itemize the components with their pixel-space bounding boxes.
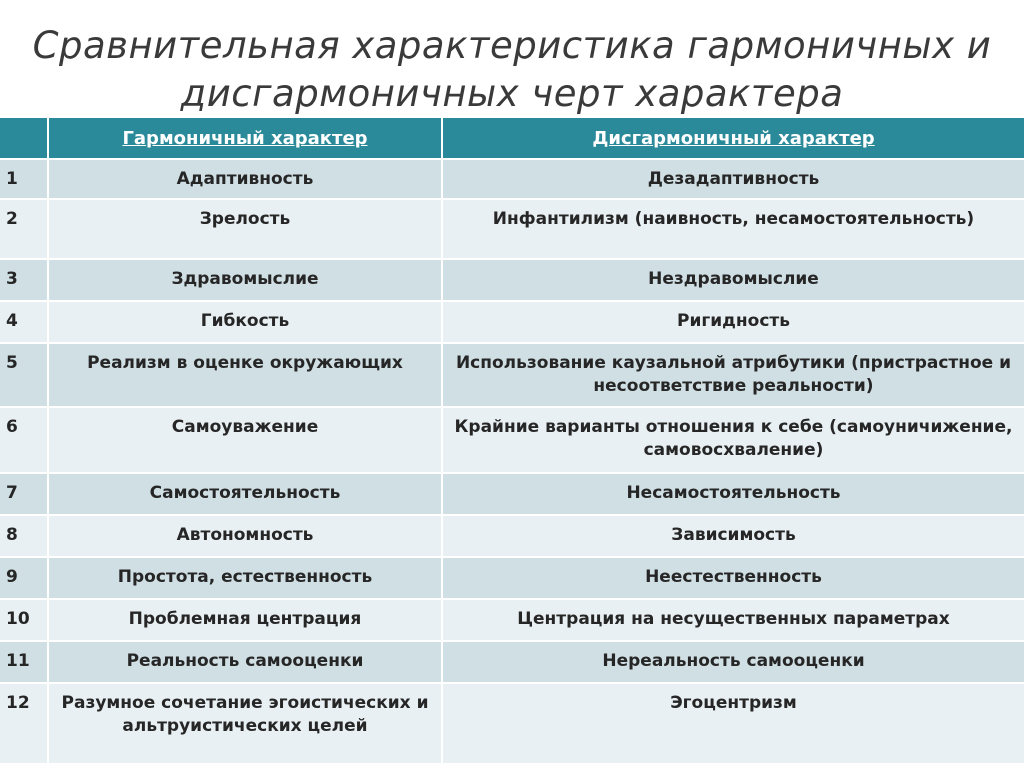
row-number: 1 [0, 159, 48, 199]
table-row [0, 473, 1024, 515]
harmonic-trait: Автономность [48, 515, 442, 557]
row-number: 2 [0, 199, 48, 259]
disharmonic-trait: Неестественность [442, 557, 1024, 599]
harmonic-trait: Самоуважение [48, 407, 442, 473]
disharmonic-trait: Зависимость [442, 515, 1024, 557]
table-row [0, 343, 1024, 407]
header-number [0, 118, 48, 159]
comparison-table [0, 118, 1024, 763]
harmonic-trait: Проблемная центрация [48, 599, 442, 641]
disharmonic-trait: Инфантилизм (наивность, несамостоятельность) [442, 199, 1024, 259]
disharmonic-trait: Использование каузальной атрибутики (пристрастное и несоответствие реальности) [442, 343, 1024, 407]
harmonic-trait: Самостоятельность [48, 473, 442, 515]
title-line-1: Сравнительная характеристика гармоничных и [32, 24, 992, 67]
table-row [0, 557, 1024, 599]
harmonic-trait: Адаптивность [48, 159, 442, 199]
table-row [0, 599, 1024, 641]
page-title [0, 0, 1024, 118]
title-area [0, 0, 1024, 118]
disharmonic-trait: Крайние варианты отношения к себе (самоуничижение, самовосхваление) [442, 407, 1024, 473]
table-row [0, 641, 1024, 683]
row-number: 6 [0, 407, 48, 473]
row-number: 8 [0, 515, 48, 557]
row-number: 10 [0, 599, 48, 641]
disharmonic-trait: Несамостоятельность [442, 473, 1024, 515]
disharmonic-trait: Нереальность самооценки [442, 641, 1024, 683]
header-harmonic: Гармоничный характер [48, 118, 442, 159]
harmonic-trait: Реализм в оценке окружающих [48, 343, 442, 407]
row-number: 11 [0, 641, 48, 683]
harmonic-trait: Простота, естественность [48, 557, 442, 599]
row-number: 5 [0, 343, 48, 407]
table-row [0, 407, 1024, 473]
title-line-2: дисгармоничных черт характера [180, 72, 844, 115]
row-number: 7 [0, 473, 48, 515]
harmonic-trait: Зрелость [48, 199, 442, 259]
header-disharmonic: Дисгармоничный характер [442, 118, 1024, 159]
table-row [0, 199, 1024, 259]
disharmonic-trait: Эгоцентризм [442, 683, 1024, 763]
disharmonic-trait: Центрация на несущественных параметрах [442, 599, 1024, 641]
table-header-row [0, 118, 1024, 159]
table-row [0, 301, 1024, 343]
harmonic-trait: Реальность самооценки [48, 641, 442, 683]
row-number: 3 [0, 259, 48, 301]
row-number: 12 [0, 683, 48, 763]
table-row [0, 683, 1024, 763]
harmonic-trait: Разумное сочетание эгоистических и альтруистических целей [48, 683, 442, 763]
harmonic-trait: Здравомыслие [48, 259, 442, 301]
table-row [0, 159, 1024, 199]
table-row [0, 515, 1024, 557]
disharmonic-trait: Дезадаптивность [442, 159, 1024, 199]
table-row [0, 259, 1024, 301]
disharmonic-trait: Нездравомыслие [442, 259, 1024, 301]
row-number: 4 [0, 301, 48, 343]
harmonic-trait: Гибкость [48, 301, 442, 343]
disharmonic-trait: Ригидность [442, 301, 1024, 343]
row-number: 9 [0, 557, 48, 599]
